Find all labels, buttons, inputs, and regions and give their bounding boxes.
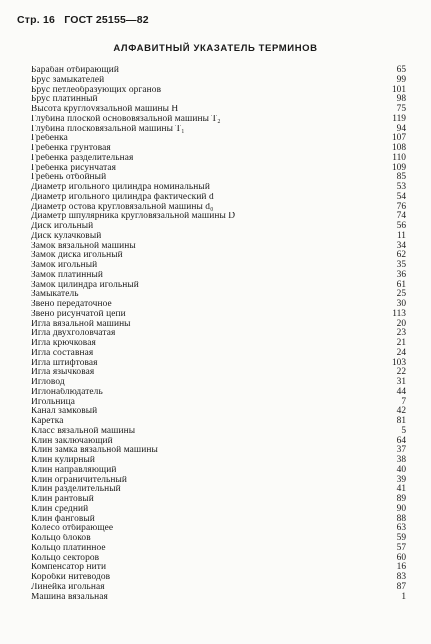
term-name: Компенсатор нити bbox=[31, 563, 107, 573]
term-name: Замок платинный bbox=[31, 270, 103, 280]
list-item bbox=[31, 593, 406, 603]
list-item bbox=[31, 456, 406, 466]
term-page-number: 65 bbox=[396, 65, 406, 75]
term-page-number: 34 bbox=[396, 240, 406, 251]
term-name: Каретка bbox=[31, 417, 64, 426]
list-item bbox=[31, 378, 406, 388]
term-page-number: 109 bbox=[391, 162, 406, 173]
list-item bbox=[31, 203, 406, 213]
page-header bbox=[17, 14, 155, 26]
list-item bbox=[31, 95, 406, 105]
term-name: Высота круглovязальной машины H bbox=[31, 105, 179, 114]
term-page-number: 42 bbox=[396, 406, 406, 417]
term-name: Кольцо платинное bbox=[31, 543, 106, 553]
term-name: Линейка игольная bbox=[31, 582, 105, 592]
list-item bbox=[31, 476, 406, 486]
term-name: Клин рантовый bbox=[31, 495, 94, 504]
list-item bbox=[31, 222, 406, 232]
term-page-number: 22 bbox=[396, 367, 406, 378]
term-page-number: 87 bbox=[396, 581, 406, 592]
list-item bbox=[31, 349, 406, 359]
term-name: Звено рисунчатой цепи bbox=[31, 309, 126, 319]
term-page-number: 59 bbox=[396, 533, 406, 543]
list-item bbox=[31, 446, 406, 456]
list-item bbox=[31, 183, 406, 193]
term-page-number: 89 bbox=[396, 494, 406, 504]
term-name: Гребенка bbox=[31, 134, 68, 144]
term-name: Игла вязальной машины bbox=[31, 319, 131, 329]
list-item bbox=[31, 573, 406, 583]
term-page-number: 119 bbox=[392, 113, 406, 124]
term-name: Игловод bbox=[31, 378, 65, 387]
list-item bbox=[31, 300, 406, 310]
term-name: Барабан отбирающий bbox=[31, 66, 120, 75]
list-item bbox=[31, 154, 406, 164]
term-page-number: 53 bbox=[396, 182, 406, 192]
list-item bbox=[31, 368, 406, 378]
list-item bbox=[31, 86, 406, 96]
list-item bbox=[31, 251, 406, 261]
list-item bbox=[31, 290, 406, 300]
term-name: Машина вязальная bbox=[31, 592, 108, 602]
list-item bbox=[31, 271, 406, 281]
list-item bbox=[31, 563, 406, 573]
term-name: Гребенка грунтовая bbox=[31, 144, 111, 153]
term-page-number: 30 bbox=[396, 299, 406, 309]
term-name: Звено передаточное bbox=[31, 300, 112, 309]
term-name: Кольцо блоков bbox=[31, 534, 91, 543]
term-name: Замок диска игольный bbox=[31, 251, 123, 261]
list-item bbox=[31, 417, 406, 427]
term-name: Клин заключающий bbox=[31, 436, 113, 446]
term-page-number: 39 bbox=[396, 474, 406, 485]
list-item bbox=[31, 407, 406, 417]
term-page-number: 98 bbox=[396, 94, 406, 105]
term-page-number: 63 bbox=[396, 523, 406, 534]
term-page-number: 85 bbox=[396, 172, 406, 183]
term-name: Клин средний bbox=[31, 504, 89, 514]
term-name: Замок цилиндра игольный bbox=[31, 280, 139, 290]
list-item bbox=[31, 544, 406, 554]
list-item bbox=[31, 320, 406, 330]
term-page-number: 75 bbox=[396, 104, 406, 114]
term-page-number: 74 bbox=[396, 211, 406, 222]
term-name: Класс вязальной машины bbox=[31, 426, 136, 436]
list-item bbox=[31, 164, 406, 174]
term-page-number: 110 bbox=[392, 152, 406, 163]
term-page-number: 23 bbox=[396, 328, 406, 339]
term-name: Брус петлеобразующих органов bbox=[31, 85, 162, 95]
term-name: Клин кулирный bbox=[31, 456, 96, 465]
term-name: Замок вязальной машины bbox=[31, 241, 136, 251]
list-item bbox=[31, 212, 406, 222]
term-name: Диаметр остова кругловязальной машины d₀ bbox=[31, 202, 214, 212]
term-page-number: 54 bbox=[396, 191, 406, 202]
term-name: Клин разделительный bbox=[31, 485, 121, 495]
list-item bbox=[31, 388, 406, 398]
list-item bbox=[31, 495, 406, 505]
term-page-number: 40 bbox=[396, 464, 406, 475]
list-item bbox=[31, 66, 406, 76]
term-page-number: 44 bbox=[396, 386, 406, 397]
term-page-number: 107 bbox=[391, 133, 406, 144]
list-item bbox=[31, 359, 406, 369]
term-name: Брус платинный bbox=[31, 95, 98, 105]
list-item bbox=[31, 505, 406, 515]
term-name: Диаметр игольного цилиндра номинальный bbox=[31, 183, 210, 192]
term-name: Игла язычковая bbox=[31, 368, 95, 378]
list-item bbox=[31, 524, 406, 534]
term-name: Диск игольный bbox=[31, 222, 94, 231]
list-item bbox=[31, 398, 406, 408]
term-name: Диаметр шпулярника кругловязальной машины D bbox=[31, 212, 236, 222]
term-name: Кольцо секторов bbox=[31, 553, 100, 563]
term-name: Игольница bbox=[31, 397, 76, 407]
list-item bbox=[31, 583, 406, 593]
term-name: Клин фанговый bbox=[31, 514, 95, 524]
term-page-number: 41 bbox=[396, 484, 406, 495]
list-item bbox=[31, 125, 406, 135]
term-name: Клин направляющий bbox=[31, 465, 117, 475]
term-page-number: 94 bbox=[396, 123, 406, 134]
list-item bbox=[31, 261, 406, 271]
term-page-number: 99 bbox=[396, 74, 406, 85]
term-page-number: 20 bbox=[396, 318, 406, 329]
term-name: Глубина плосковязальной машины T₁ bbox=[31, 124, 185, 134]
list-item bbox=[31, 466, 406, 476]
list-item bbox=[31, 485, 406, 495]
list-item bbox=[31, 515, 406, 525]
term-index-list bbox=[31, 66, 406, 602]
page-title: АЛФАВИТНЫЙ УКАЗАТЕЛЬ ТЕРМИНОВ bbox=[113, 43, 318, 54]
list-item bbox=[31, 134, 406, 144]
list-item bbox=[31, 534, 406, 544]
list-item bbox=[31, 105, 406, 115]
term-page-number: 108 bbox=[391, 143, 406, 153]
term-page-number: 24 bbox=[396, 347, 406, 358]
term-name: Замок игольный bbox=[31, 261, 98, 270]
term-page-number: 11 bbox=[396, 230, 406, 241]
list-item bbox=[31, 242, 406, 252]
term-page-number: 81 bbox=[396, 416, 406, 426]
term-name: Гребенка разделительная bbox=[31, 153, 134, 163]
term-name: Брус замыкателей bbox=[31, 75, 105, 85]
term-name: Диаметр игольного цилиндра фактический d bbox=[31, 192, 214, 202]
list-item bbox=[31, 193, 406, 203]
term-page-number: 88 bbox=[396, 513, 406, 524]
term-name: Игла составная bbox=[31, 348, 94, 358]
list-item bbox=[31, 144, 406, 154]
term-name: Диск кулачковый bbox=[31, 231, 102, 241]
term-page-number: 83 bbox=[396, 572, 406, 582]
term-page-number: 1 bbox=[401, 591, 406, 602]
page-number-label: Стр. 16 bbox=[17, 14, 56, 26]
list-item bbox=[31, 281, 406, 291]
term-page-number: 36 bbox=[396, 269, 406, 280]
term-page-number: 61 bbox=[396, 279, 406, 290]
term-page-number: 56 bbox=[396, 221, 406, 231]
term-name: Гребенка рисунчатая bbox=[31, 163, 117, 173]
list-item bbox=[31, 232, 406, 242]
term-page-number: 21 bbox=[396, 338, 406, 348]
term-page-number: 25 bbox=[396, 289, 406, 300]
term-page-number: 76 bbox=[396, 201, 406, 212]
term-page-number: 90 bbox=[396, 503, 406, 514]
term-page-number: 38 bbox=[396, 455, 406, 465]
term-page-number: 57 bbox=[396, 542, 406, 553]
term-page-number: 64 bbox=[396, 435, 406, 446]
list-item bbox=[31, 76, 406, 86]
term-page-number: 35 bbox=[396, 260, 406, 270]
term-page-number: 113 bbox=[392, 308, 406, 319]
list-item bbox=[31, 115, 406, 125]
list-item bbox=[31, 329, 406, 339]
term-name: Клин ограничительный bbox=[31, 475, 128, 485]
list-item bbox=[31, 427, 406, 437]
term-page-number: 62 bbox=[396, 250, 406, 261]
term-name: Глубина плоской основовязальной машины T₂ bbox=[31, 114, 221, 124]
list-item bbox=[31, 437, 406, 447]
term-name: Игла крючковая bbox=[31, 339, 96, 348]
term-page-number: 37 bbox=[396, 445, 406, 456]
term-page-number: 16 bbox=[396, 562, 406, 573]
term-page-number: 101 bbox=[391, 84, 406, 95]
term-name: Игла штифтовая bbox=[31, 358, 98, 368]
list-item bbox=[31, 554, 406, 564]
term-name: Колесо отбирающее bbox=[31, 524, 114, 534]
term-page-number: 7 bbox=[401, 396, 406, 407]
term-name: Иглонаблюдатель bbox=[31, 387, 103, 397]
standard-label: ГОСТ 25155—82 bbox=[64, 14, 149, 26]
list-item bbox=[31, 310, 406, 320]
term-name: Канал замковый bbox=[31, 407, 98, 417]
term-page-number: 31 bbox=[396, 377, 406, 387]
term-name: Замыкатель bbox=[31, 290, 79, 300]
term-name: Клин замка вязальной машины bbox=[31, 446, 158, 456]
term-page-number: 60 bbox=[396, 552, 406, 563]
term-name: Гребень отбойный bbox=[31, 173, 107, 183]
term-name: Коробки нитеводов bbox=[31, 573, 111, 582]
list-item bbox=[31, 173, 406, 183]
term-name: Игла двухголовчатая bbox=[31, 329, 116, 339]
list-item bbox=[31, 339, 406, 349]
term-page-number: 5 bbox=[401, 425, 406, 436]
term-page-number: 103 bbox=[391, 357, 406, 368]
